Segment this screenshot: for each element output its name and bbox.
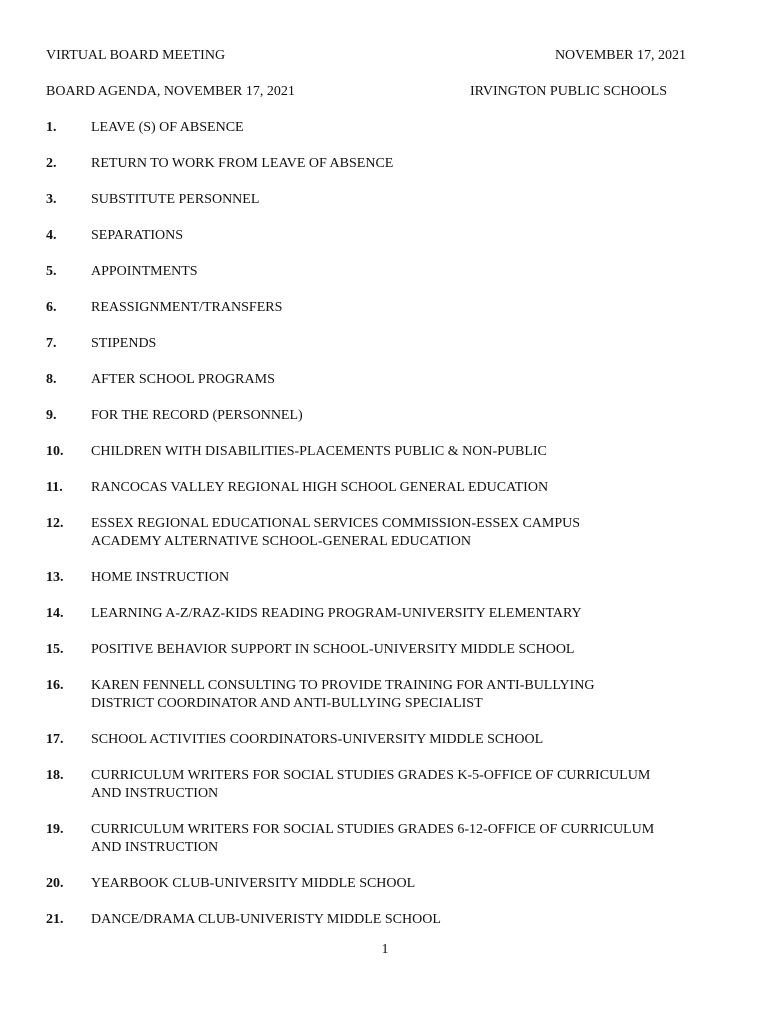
agenda-item-text: REASSIGNMENT/TRANSFERS: [91, 300, 283, 315]
agenda-item: [46, 731, 716, 749]
agenda-item-text: CHILDREN WITH DISABILITIES-PLACEMENTS PUBLIC & NON-PUBLIC: [91, 444, 547, 459]
agenda-item-number: 2.: [46, 156, 57, 171]
agenda-item-text: RANCOCAS VALLEY REGIONAL HIGH SCHOOL GENERAL EDUCATION: [91, 480, 549, 495]
agenda-item: [46, 479, 716, 497]
agenda-item-text: CURRICULUM WRITERS FOR SOCIAL STUDIES GRADES K-5-OFFICE OF CURRICULUM AND INSTRUCTION: [91, 768, 651, 801]
agenda-item-number: 14.: [46, 606, 64, 621]
agenda-item-text: SUBSTITUTE PERSONNEL: [91, 192, 260, 207]
agenda-item: [46, 641, 716, 659]
agenda-item: [46, 263, 716, 281]
agenda-item-number: 8.: [46, 372, 57, 387]
agenda-item-text: CURRICULUM WRITERS FOR SOCIAL STUDIES GRADES 6-12-OFFICE OF CURRICULUM AND INSTRUCTION: [91, 822, 655, 855]
agenda-item: [46, 515, 716, 551]
agenda-item: [46, 569, 716, 587]
agenda-item-number: 11.: [46, 480, 63, 495]
agenda-item-text: AFTER SCHOOL PROGRAMS: [91, 372, 275, 387]
agenda-item: [46, 335, 716, 353]
page-number: 1: [381, 942, 389, 957]
agenda-item: [46, 155, 716, 173]
agenda-item-text: STIPENDS: [91, 336, 157, 351]
agenda-item-number: 1.: [46, 120, 57, 135]
agenda-item-number: 6.: [46, 300, 57, 315]
agenda-item: [46, 767, 716, 803]
agenda-item-number: 17.: [46, 732, 64, 747]
agenda-item: [46, 191, 716, 209]
agenda-list: [46, 119, 716, 947]
agenda-item-number: 5.: [46, 264, 57, 279]
agenda-item-number: 19.: [46, 822, 64, 837]
agenda-item: [46, 821, 716, 857]
agenda-item-number: 20.: [46, 876, 64, 891]
meeting-type: VIRTUAL BOARD MEETING: [46, 48, 226, 63]
agenda-item: [46, 605, 716, 623]
agenda-item-number: 15.: [46, 642, 64, 657]
agenda-item: [46, 371, 716, 389]
agenda-item-text: LEAVE (S) OF ABSENCE: [91, 120, 244, 135]
agenda-item: [46, 677, 716, 713]
agenda-item-number: 3.: [46, 192, 57, 207]
agenda-item-text: YEARBOOK CLUB-UNIVERSITY MIDDLE SCHOOL: [91, 876, 416, 891]
agenda-item: [46, 443, 716, 461]
agenda-item: [46, 119, 716, 137]
agenda-item-text: KAREN FENNELL CONSULTING TO PROVIDE TRAINING FOR ANTI-BULLYING DISTRICT COORDINATOR AND ANTI-BULLYING SPECIALIST: [91, 678, 595, 711]
agenda-item-number: 16.: [46, 678, 64, 693]
agenda-item-text: APPOINTMENTS: [91, 264, 198, 279]
agenda-item-number: 12.: [46, 516, 64, 531]
agenda-item-text: HOME INSTRUCTION: [91, 570, 230, 585]
agenda-item-text: FOR THE RECORD (PERSONNEL): [91, 408, 303, 423]
agenda-item: [46, 227, 716, 245]
agenda-item-text: SCHOOL ACTIVITIES COORDINATORS-UNIVERSITY MIDDLE SCHOOL: [91, 732, 544, 747]
agenda-item-text: SEPARATIONS: [91, 228, 184, 243]
agenda-item: [46, 875, 716, 893]
agenda-item-number: 9.: [46, 408, 57, 423]
agenda-item-text: POSITIVE BEHAVIOR SUPPORT IN SCHOOL-UNIVERSITY MIDDLE SCHOOL: [91, 642, 575, 657]
agenda-item-number: 4.: [46, 228, 57, 243]
agenda-item: [46, 407, 716, 425]
agenda-item-text: ESSEX REGIONAL EDUCATIONAL SERVICES COMMISSION-ESSEX CAMPUS ACADEMY ALTERNATIVE SCHOOL-GENERAL EDUCATION: [91, 516, 581, 549]
agenda-item-text: LEARNING A-Z/RAZ-KIDS READING PROGRAM-UNIVERSITY ELEMENTARY: [91, 606, 582, 621]
agenda-item-number: 21.: [46, 912, 64, 927]
agenda-item-text: RETURN TO WORK FROM LEAVE OF ABSENCE: [91, 156, 394, 171]
agenda-title: BOARD AGENDA, NOVEMBER 17, 2021: [46, 84, 295, 99]
agenda-item-number: 7.: [46, 336, 57, 351]
agenda-item: [46, 299, 716, 317]
agenda-item-number: 18.: [46, 768, 64, 783]
agenda-item: [46, 911, 716, 929]
agenda-item-number: 10.: [46, 444, 64, 459]
agenda-item-number: 13.: [46, 570, 64, 585]
agenda-item-text: DANCE/DRAMA CLUB-UNIVERISTY MIDDLE SCHOOL: [91, 912, 441, 927]
district-name: IRVINGTON PUBLIC SCHOOLS: [470, 84, 667, 99]
meeting-date: NOVEMBER 17, 2021: [554, 48, 686, 63]
